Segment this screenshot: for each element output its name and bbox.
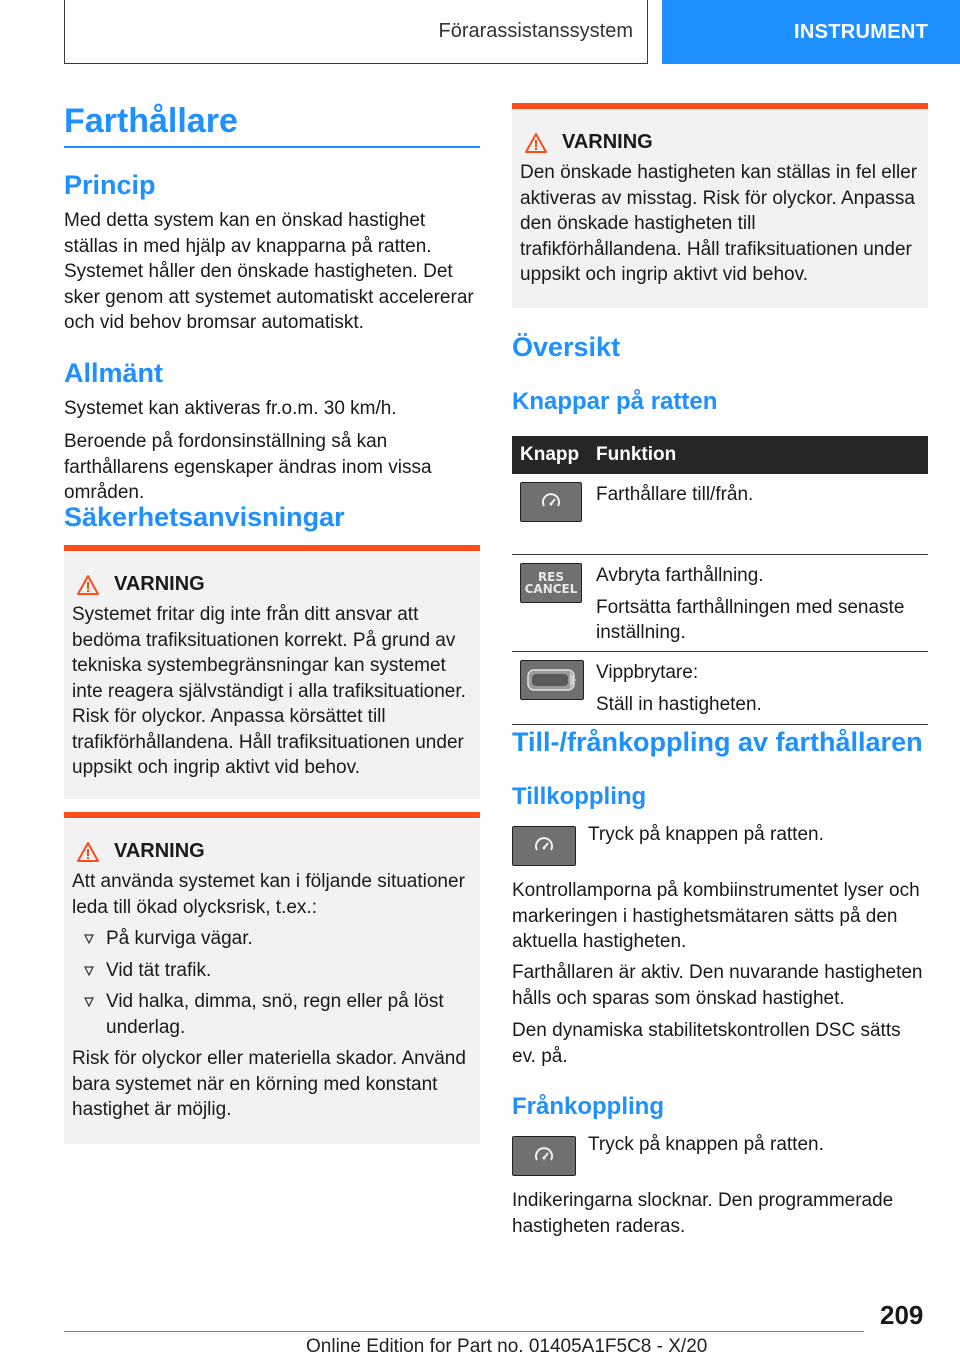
header-chapter-tab[interactable]: [662, 0, 960, 64]
bullet-triangle-icon: [72, 989, 106, 1040]
overview-heading: Översikt: [512, 332, 621, 362]
buttons-subheading: Knappar på ratten: [512, 388, 718, 415]
footer-edition: Online Edition for Part no. 01405A1F5C8 - X/20: [306, 1336, 708, 1357]
warning-title-2: [72, 840, 472, 863]
warning-text-1: Systemet fritar dig inte från ditt ansvar att bedöma trafiksituationen korrekt. På grund av tekniska systembegränsningar kan systemet inte reagera självständigt i alla trafiksituationer. Risk för olyckor. Anpassa körsättet till trafikförhållandena. Håll trafiksituationen under uppsikt och ingrip aktivt vid behov.: [72, 604, 466, 778]
list-item: På kurviga vägar.: [72, 926, 472, 952]
warning-box-2: [64, 812, 480, 1144]
switch-off-text-1: Indikeringarna slocknar. Den programmerade hastigheten raderas.: [512, 1190, 894, 1237]
list-item: Vid tät trafik.: [72, 958, 472, 984]
warning-title-text-1: VARNING: [114, 573, 205, 595]
warning-title-text-2: VARNING: [114, 840, 205, 862]
switch-off-instruction: Tryck på knappen på ratten.: [588, 1134, 824, 1155]
warning-triangle-icon: [524, 132, 548, 154]
warning-box-1: [64, 545, 480, 799]
switch-on-text-1: Kontrollamporna på kombiinstrumentet lyser och markeringen i hastighetsmätaren sätts på den aktuella hastigheten.: [512, 880, 920, 952]
principle-heading: Princip: [64, 170, 156, 200]
general-heading: Allmänt: [64, 358, 164, 388]
general-text-1: Systemet kan aktiveras fr.o.m. 30 km/h.: [64, 398, 397, 419]
function-text: Avbryta farthållning.: [596, 565, 764, 586]
res-cancel-button-icon: RES CANCEL: [520, 563, 582, 603]
bullet-triangle-icon: [72, 926, 106, 952]
warning-bullet-list: [72, 926, 472, 1040]
header-chapter-label: INSTRUMENT: [794, 20, 929, 43]
table-row: [512, 474, 928, 555]
function-text: Fortsätta farthållningen med senaste inställning.: [596, 596, 905, 643]
rocker-switch-icon: [520, 660, 584, 700]
table-header: [512, 436, 928, 474]
function-text: Ställ in hastigheten.: [596, 693, 762, 715]
warning-intro-2: Att använda systemet kan i följande situationer leda till ökad olycksrisk, t.ex.:: [72, 871, 465, 918]
safety-heading: Säkerhetsanvisningar: [64, 502, 345, 532]
page-number: 209: [880, 1300, 924, 1330]
footer-rule: [64, 1331, 864, 1332]
switch-off-heading: Frånkoppling: [512, 1093, 664, 1120]
page-title: Farthållare: [64, 102, 238, 140]
header-section-tab: [64, 0, 648, 64]
bullet-triangle-icon: [72, 958, 106, 984]
header-section-label: Förarassistanssystem: [438, 20, 633, 42]
table-row: [512, 652, 928, 725]
principle-text: Med detta system kan en önskad hastighet ställas in med hjälp av knapparna på ratten. Systemet håller den önskade hastigheten. Det sker genom att systemet automatiskt accelererar och vid behov bromsar automatiskt.: [64, 210, 474, 333]
table-row: [512, 555, 928, 652]
switch-on-instruction: Tryck på knappen på ratten.: [588, 824, 824, 845]
cruise-control-button-icon: [512, 1136, 576, 1176]
warning-triangle-icon: [76, 574, 100, 596]
buttons-table: [512, 436, 928, 725]
warning-triangle-icon: [76, 841, 100, 863]
switch-on-heading: Tillkoppling: [512, 783, 647, 810]
switch-on-text-3: Den dynamiska stabilitetskontrollen DSC sätts ev. på.: [512, 1020, 901, 1067]
warning-title-3: [520, 131, 920, 154]
general-text-2: Beroende på fordonsinställning så kan farthållarens egenskaper ändras inom vissa områden.: [64, 431, 432, 503]
warning-outro-2: Risk för olyckor eller materiella skador. Använd bara systemet när en körning med konstant hastighet är möjlig.: [72, 1048, 466, 1120]
warning-title-text-3: VARNING: [562, 131, 653, 153]
function-text: Farthållare till/från.: [596, 484, 754, 505]
onoff-heading: Till-/frånkoppling av farthållaren: [512, 727, 923, 757]
column-header-function: Funktion: [596, 444, 677, 465]
title-rule: [64, 146, 480, 148]
warning-box-3: [512, 103, 928, 308]
function-text: Vippbrytare:: [596, 662, 699, 683]
cruise-control-button-icon: [520, 482, 582, 522]
column-header-button: Knapp: [520, 444, 580, 465]
warning-title-1: [72, 573, 472, 596]
warning-text-3: Den önskade hastigheten kan ställas in fel eller aktiveras av misstag. Risk för olyckor. Anpassa den önskade hastigheten till trafikförhållandena. Håll trafiksituationen under uppsikt och ingrip aktivt vid behov.: [520, 162, 918, 285]
cruise-control-button-icon: [512, 826, 576, 866]
switch-on-text-2: Farthållaren är aktiv. Den nuvarande hastigheten hålls och sparas som önskad hastighet.: [512, 962, 923, 1009]
list-item: Vid halka, dimma, snö, regn eller på löst underlag.: [72, 989, 472, 1040]
